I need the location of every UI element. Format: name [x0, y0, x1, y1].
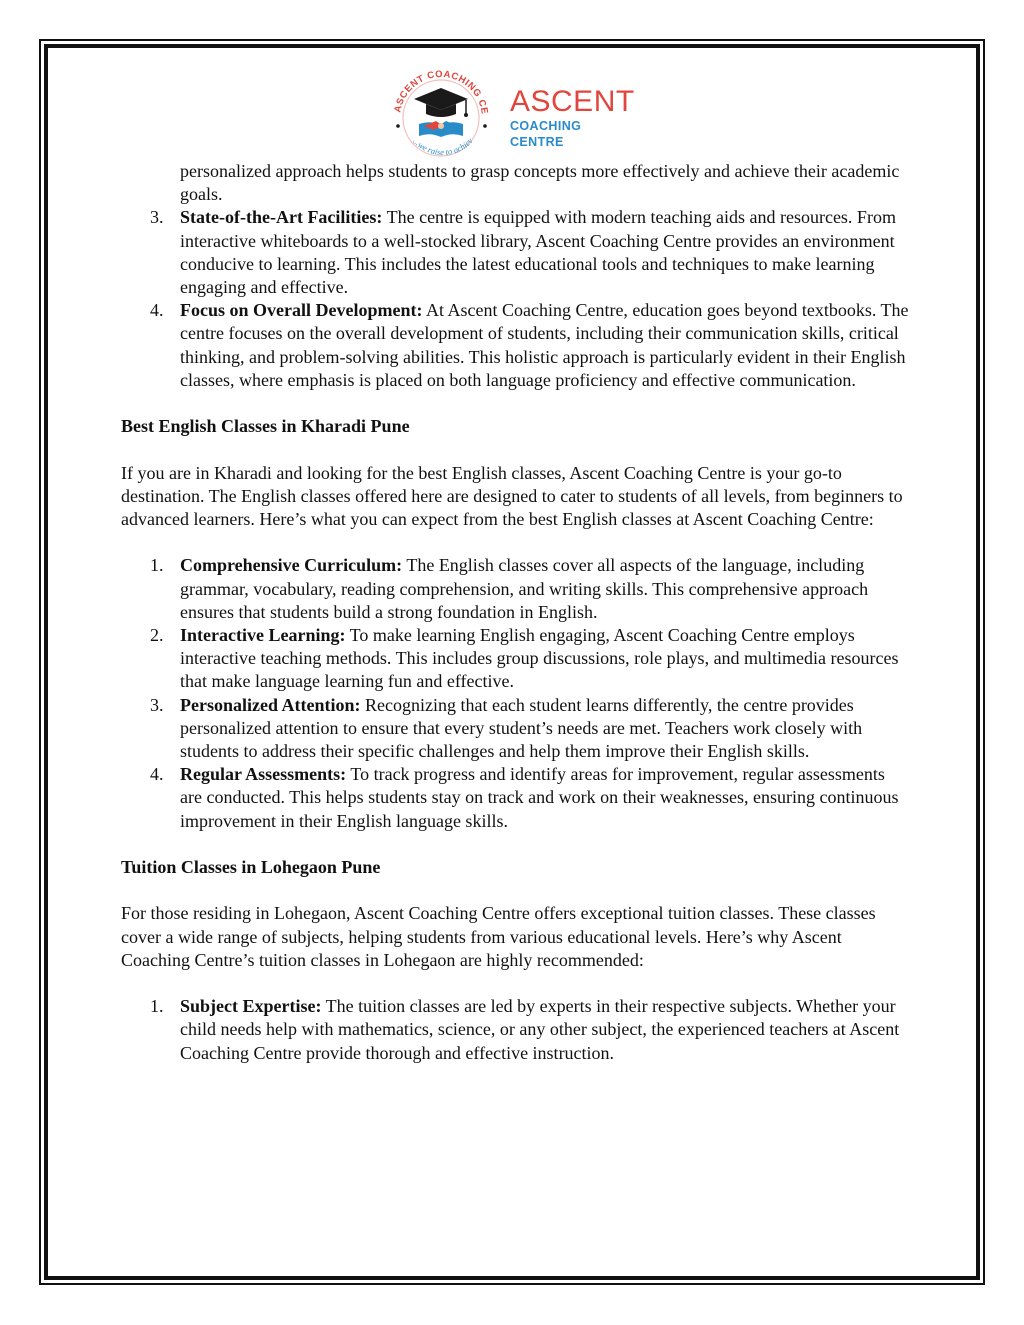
logo-wordmark	[510, 86, 638, 150]
list-number: 1.	[150, 555, 164, 576]
logo-tagline: ...we raise to achiev	[411, 135, 475, 158]
list-number: 1.	[150, 996, 164, 1017]
list-number: 3.	[150, 207, 164, 228]
list-continuation-text: personalized approach helps students to grasp concepts more effectively and achieve their academic goals.	[180, 161, 900, 205]
list-item	[121, 299, 911, 392]
logo-emblem-icon	[388, 68, 498, 160]
logo-brand-ascent: ASCENT	[510, 85, 635, 118]
ascent-logo	[388, 68, 638, 160]
list-item-text: At Ascent Coaching Centre, education goes beyond textbooks. The centre focuses on the overall development of students, including their communication skills, critical thinking, and problem-solving abilities. This holistic approach is particularly evident in their English classes, where emphasis is placed on both language proficiency and effective communication.	[180, 300, 909, 390]
list-item-text: The tuition classes are led by experts in their respective subjects. Whether your child needs help with mathematics, science, or any other subject, the experienced teachers at Ascent Coaching Centre provide thorough and effective instruction.	[180, 996, 900, 1063]
list-number: 3.	[150, 694, 164, 715]
list-item-title: Personalized Attention:	[180, 694, 361, 715]
list-item-title: Comprehensive Curriculum:	[180, 555, 403, 576]
document-body	[121, 160, 911, 1065]
list-item-text: Recognizing that each student learns differently, the centre provides personalized attention to ensure that every student’s needs are met. Teachers work closely with students to address their specific challenges and help them improve their English skills.	[180, 694, 863, 762]
list-item-text: The English classes cover all aspects of the language, including grammar, vocabulary, reading comprehension, and writing skills. This comprehensive approach ensures that students build a strong foundation in English.	[180, 555, 869, 622]
list-item	[121, 694, 911, 764]
list-item-title: Regular Assessments:	[180, 764, 347, 785]
section-heading-english: Best English Classes in Kharadi Pune	[121, 416, 410, 437]
list-item-text: To make learning English engaging, Ascent Coaching Centre employs interactive teaching methods. This includes group discussions, role plays, and multimedia resources that make language learning fun and effective.	[180, 625, 899, 692]
logo-arc-text: ASCENT COACHING CE	[392, 68, 490, 116]
list-number: 2.	[150, 625, 164, 646]
list-item	[121, 624, 911, 694]
list-item	[121, 206, 911, 299]
list-item	[121, 554, 911, 624]
list-item-text: To track progress and identify areas for improvement, regular assessments are conducted. This helps students stay on track and work on their weaknesses, ensuring continuous improvement in their English language skills.	[180, 764, 899, 831]
list-item-title: State-of-the-Art Facilities:	[180, 207, 383, 228]
section-heading-tuition: Tuition Classes in Lohegaon Pune	[121, 857, 381, 878]
list-item-title: Focus on Overall Development:	[180, 300, 423, 321]
logo-brand-sub: COACHING CENTRE	[510, 119, 582, 149]
list-item-title: Interactive Learning:	[180, 625, 346, 646]
list-item	[121, 763, 911, 833]
list-item	[121, 995, 911, 1065]
list-number: 4.	[150, 764, 164, 785]
list-item-continuation	[121, 160, 911, 206]
list-number: 4.	[150, 300, 164, 321]
section-paragraph-tuition: For those residing in Lohegaon, Ascent Coaching Centre offers exceptional tuition classes. These classes cover a wide range of subjects, helping students from various educational levels. Here’s why Ascent Coaching Centre’s tuition classes in Lohegaon are highly recommended:	[121, 903, 876, 970]
list-item-title: Subject Expertise:	[180, 996, 322, 1017]
section-paragraph-english: If you are in Kharadi and looking for the best English classes, Ascent Coaching Centre is your go-to destination. The English classes offered here are designed to cater to students of all levels, from beginners to advanced learners. Here’s what you can expect from the best English classes at Ascent Coaching Centre:	[121, 462, 903, 530]
list-item-text: The centre is equipped with modern teaching aids and resources. From interactive whiteboards to a well-stocked library, Ascent Coaching Centre provides an environment conducive to learning. This includes the latest educational tools and techniques to make learning engaging and effective.	[180, 207, 896, 298]
